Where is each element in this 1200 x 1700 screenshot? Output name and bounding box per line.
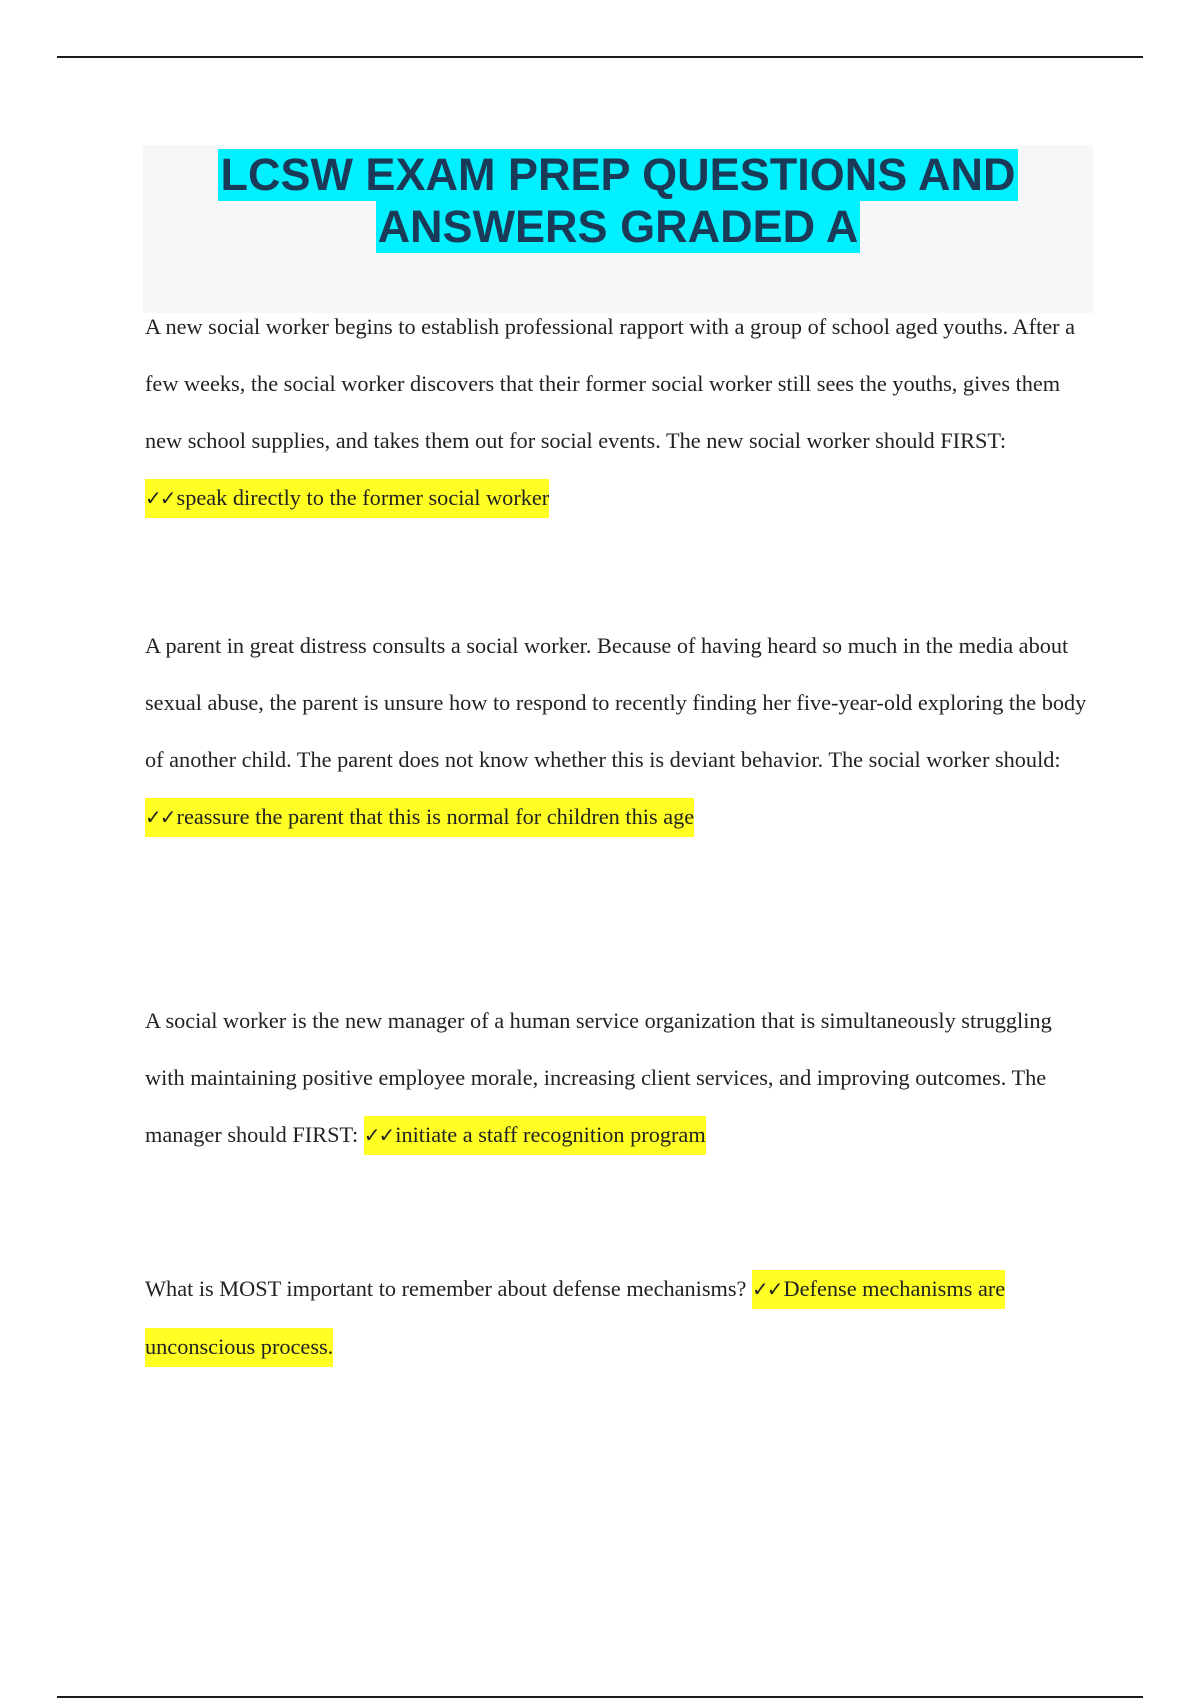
double-check-icon: ✓✓ <box>363 1123 394 1147</box>
answer-text: speak directly to the former social worker <box>176 485 550 510</box>
document-title-line-1: LCSW EXAM PREP QUESTIONS AND <box>220 149 1016 200</box>
question-text: A social worker is the new manager of a human service organization that is simultaneously struggling with maintaining positive employee morale, increasing client services, and improving outcomes. The manager should FIRST: <box>145 1008 1052 1147</box>
title-banner <box>143 145 1093 313</box>
document-title-line-2: ANSWERS GRADED A <box>377 201 859 252</box>
answer-text: initiate a staff recognition program <box>395 1122 706 1147</box>
bottom-divider <box>57 1696 1143 1698</box>
top-divider <box>57 56 1143 58</box>
answer-text: Defense mechanisms are unconscious process. <box>145 1276 1006 1359</box>
double-check-icon: ✓✓ <box>752 1277 782 1301</box>
question-block-1 <box>145 298 1090 527</box>
answer-highlight <box>364 1116 706 1155</box>
question-text: A new social worker begins to establish professional rapport with a group of school aged youths. After a few weeks, the social worker discovers that their former social worker still sees the youths, gives them new school supplies, and takes them out for social events. The new social worker should FIRST: <box>145 314 1076 453</box>
answer-highlight <box>145 798 694 837</box>
question-block-2 <box>145 617 1090 846</box>
double-check-icon: ✓✓ <box>145 486 175 510</box>
question-text: A parent in great distress consults a social worker. Because of having heard so much in the media about sexual abuse, the parent is unsure how to respond to recently finding her five-year-old exploring the body of another child. The parent does not know whether this is deviant behavior. The social worker should: <box>145 633 1087 772</box>
answer-text: reassure the parent that this is normal for children this age <box>176 804 695 829</box>
answer-highlight <box>145 479 549 518</box>
double-check-icon: ✓✓ <box>145 805 175 829</box>
question-block-4 <box>145 1260 1090 1375</box>
question-block-3 <box>145 992 1090 1164</box>
question-text: What is MOST important to remember about defense mechanisms? <box>145 1276 753 1301</box>
